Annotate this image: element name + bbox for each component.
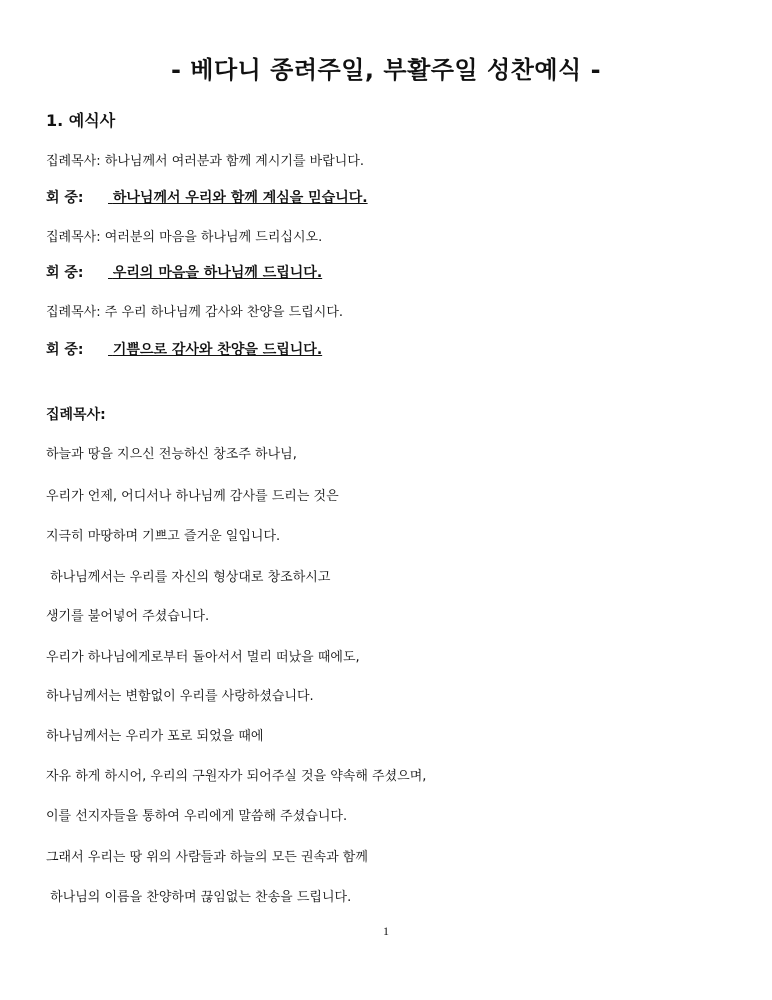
liturgy-text: 기쁨으로 감사와 찬양을 드립니다. [112,342,323,358]
prayer-line: 그래서 우리는 땅 위의 사람들과 하늘의 모든 권속과 함께 [46,850,368,865]
prayer-line: 하나님께서는 우리가 포로 되었을 때에 [46,729,264,744]
speaker-label: 회 중: [46,265,84,281]
liturgy-text: 여러분의 마음을 하나님께 드리십시오. [104,230,323,245]
prayer-line: 생기를 불어넣어 주셨습니다. [46,609,210,624]
speaker-label: 집례목사: [46,230,101,245]
prayer-line: 하나님께서는 변함없이 우리를 사랑하셨습니다. [46,689,314,704]
liturgy-line-congregation [46,339,322,359]
liturgy-text: 하나님께서 우리와 함께 계심을 믿습니다. [112,190,368,206]
liturgy-text: 주 우리 하나님께 감사와 찬양을 드립시다. [104,305,344,320]
prayer-line: 자유 하게 하시어, 우리의 구원자가 되어주실 것을 약속해 주셨으며, [46,769,427,784]
liturgy-text: 우리의 마음을 하나님께 드립니다. [112,265,323,281]
prayer-line: 하늘과 땅을 지으신 전능하신 창조주 하나님, [46,447,297,462]
speaker-label: 집례목사: [46,154,101,169]
prayer-line: 하나님의 이름을 찬양하며 끊임없는 찬송을 드립니다. [46,890,352,905]
liturgy-line-congregation [46,187,368,207]
liturgy-line-minister [46,150,364,169]
liturgy-line-minister [46,301,343,320]
speaker-label: 집례목사: [46,305,101,320]
page-title: - 베다니 종려주일, 부활주일 성찬예식 - [170,56,602,84]
prayer-line: 우리가 언제, 어디서나 하나님께 감사를 드리는 것은 [46,489,339,504]
prayer-line: 이를 선지자들을 통하여 우리에게 말씀해 주셨습니다. [46,809,348,824]
page-number: 1 [383,924,389,938]
liturgy-line-minister [46,226,322,245]
liturgy-text: 하나님께서 여러분과 함께 계시기를 바랍니다. [104,154,365,169]
speaker-label: 회 중: [46,342,84,358]
section-heading: 1. 예식사 [46,111,116,130]
prayer-line: 하나님께서는 우리를 자신의 형상대로 창조하시고 [46,570,331,585]
liturgy-line-congregation [46,262,322,282]
speaker-label: 회 중: [46,190,84,206]
prayer-line: 우리가 하나님에게로부터 돌아서서 멀리 떠났을 때에도, [46,650,360,665]
prayer-line: 지극히 마땅하며 기쁘고 즐거운 일입니다. [46,529,281,544]
minister-heading: 집례목사: [46,407,106,423]
